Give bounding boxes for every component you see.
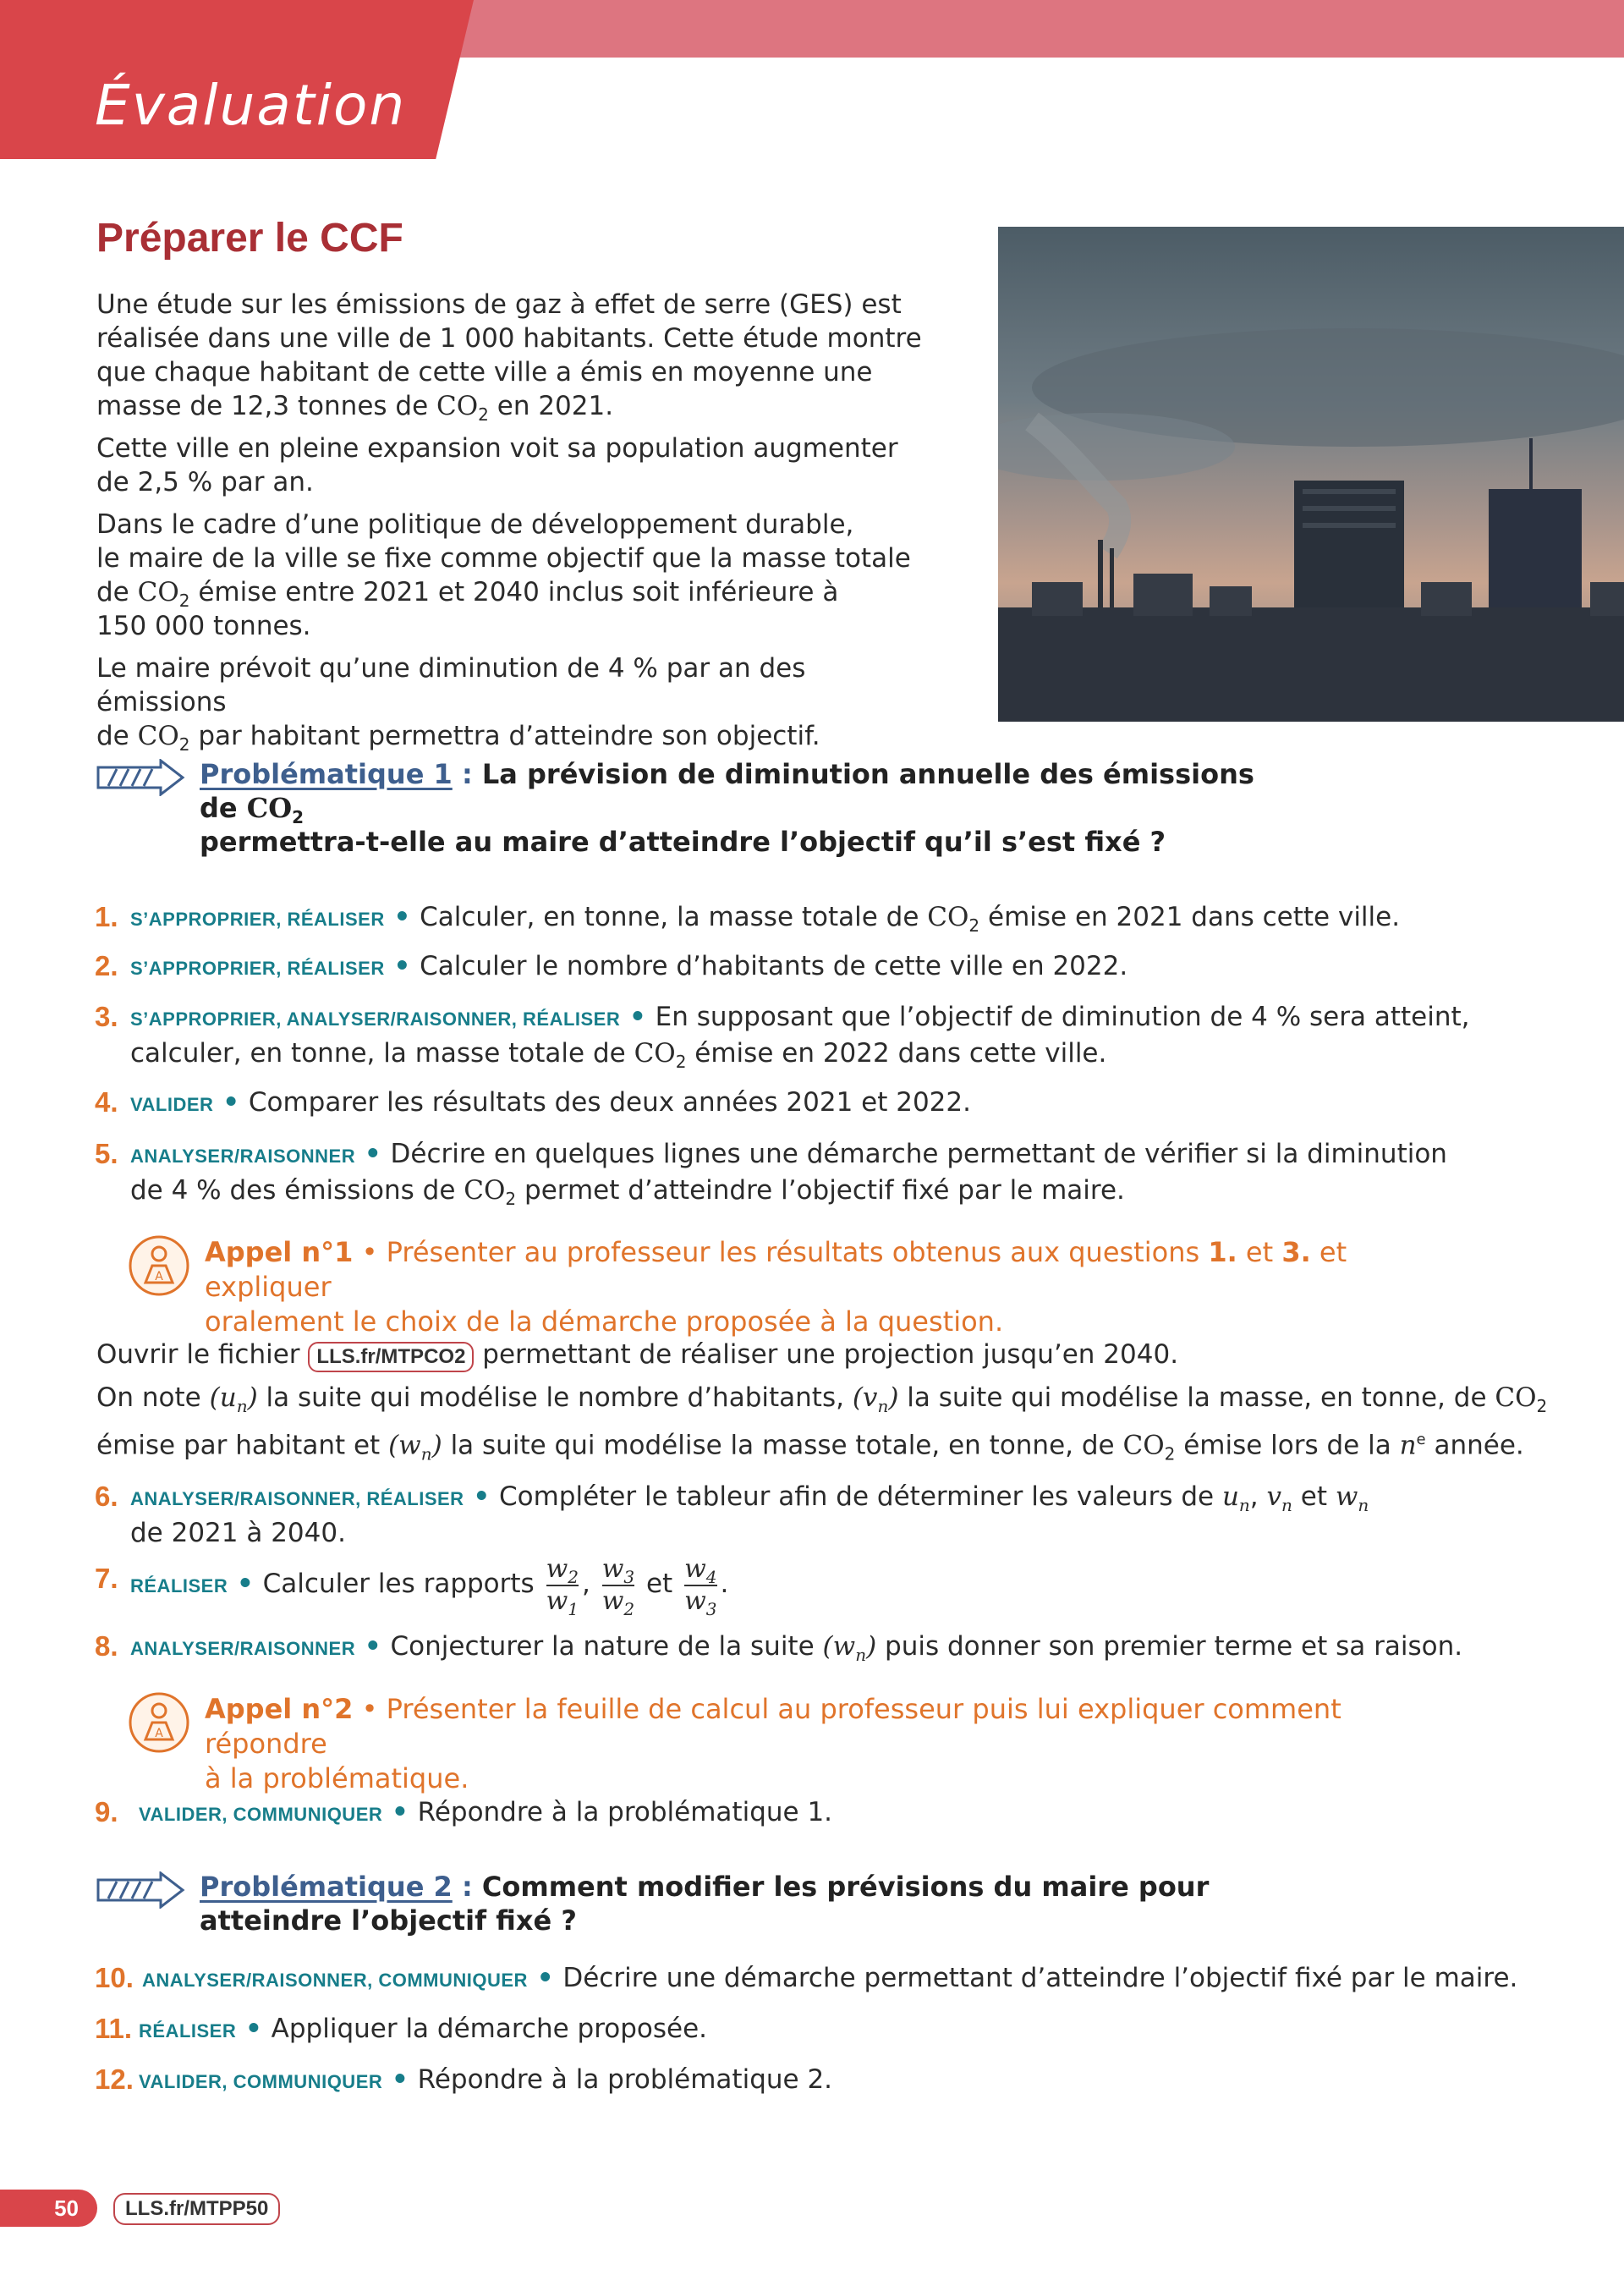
- city-smog-photo: [998, 227, 1624, 722]
- intro-paragraph-2: Cette ville en pleine expansion voit sa population augmenter de 2,5 % par an.: [96, 433, 898, 497]
- appel-1: A Appel n°1 • Présenter au professeur les résultats obtenus aux questions 1. et 3. et expliquer oralement le choix de la démarche proposée à la question.: [127, 1235, 1446, 1339]
- question-4: 4. VALIDER • Comparer les résultats des deux années 2021 et 2022.: [95, 1086, 971, 1118]
- question-10: 10. ANALYSER/RAISONNER, COMMUNIQUER • Décrire une démarche permettant d’atteindre l’objectif fixé par le maire.: [95, 1962, 1518, 1993]
- page-number: 50: [0, 2190, 97, 2227]
- intro-paragraph-1: Une étude sur les émissions de gaz à effet de serre (GES) est réalisée dans une ville de 1 000 habitants. Cette étude montre que chaque habitant de cette ville a émis en moyenne une masse de 12,3 tonnes de $CO_2$ en 2021.: [96, 289, 922, 425]
- question-6: 6. ANALYSER/RAISONNER, RÉALISER • Compléter le tableur afin de déterminer les valeurs de $u_n$, $v_n$ et $w_n$ de 2021 à 2040.: [95, 1481, 1369, 1548]
- ratio-w4-w3: $\frac{w_4}{w_3}$: [684, 1553, 717, 1619]
- striped-arrow-icon: [95, 759, 186, 796]
- appel-2: A Appel n°2 • Présenter la feuille de calcul au professeur puis lui expliquer comment répondre à la problématique.: [127, 1692, 1446, 1796]
- problematique-1-label: Problématique 1: [200, 758, 453, 790]
- ratio-w3-w2: $\frac{w_3}{w_2}$: [601, 1553, 635, 1619]
- intro-paragraph-3: Dans le cadre d’une politique de développement durable, le maire de la ville se fixe comme objectif que la masse totale de $CO_2$ émise entre 2021 et 2040 inclus soit inférieure à 150 000 tonnes.: [96, 509, 911, 641]
- professor-call-icon: [127, 1690, 191, 1755]
- ratio-w2-w1: $\frac{w_2}{w_1}$: [546, 1553, 579, 1619]
- suites-definition: On note $(u_n)$ la suite qui modélise le nombre d’habitants, $(v_n)$ la suite qui modélise la masse, en tonne, de $CO_2$ émise par habitant et $(w_n)$ la suite qui modélise la masse totale, en tonne, de $CO_2$ émise lors de la $n^e$ année.: [96, 1382, 1548, 1464]
- svg-text:A: A: [155, 1727, 163, 1740]
- question-8: 8. ANALYSER/RAISONNER • Conjecturer la nature de la suite $(w_n)$ puis donner son premier terme et sa raison.: [95, 1630, 1463, 1665]
- svg-text:A: A: [155, 1270, 163, 1283]
- problematique-2-label: Problématique 2: [200, 1871, 453, 1903]
- file-link[interactable]: LLS.fr/MTPCO2: [308, 1342, 474, 1372]
- footer-link[interactable]: LLS.fr/MTPP50: [113, 2193, 280, 2225]
- striped-arrow-icon: [95, 1871, 186, 1909]
- question-7: 7. RÉALISER • Calculer les rapports $\frac{w_2}{w_1}$ , $\frac{w_3}{w_2}$ et $\frac{w_4}{w_3}$ .: [95, 1553, 729, 1619]
- intro-text: [96, 288, 942, 761]
- page-title: Évaluation: [95, 73, 407, 138]
- file-instruction: Ouvrir le fichier LLS.fr/MTPCO2 permettant de réaliser une projection jusqu’en 2040.: [96, 1335, 1551, 1374]
- question-1: 1. S’APPROPRIER, RÉALISER • Calculer, en tonne, la masse totale de $CO_2$ émise en 2021 dans cette ville.: [95, 901, 1401, 936]
- question-12: 12. VALIDER, COMMUNIQUER • Répondre à la problématique 2.: [95, 2063, 833, 2095]
- question-5: 5. ANALYSER/RAISONNER • Décrire en quelques lignes une démarche permettant de vérifier si la diminution de 4 % des émissions de $CO_2$ permet d’atteindre l’objectif fixé par le maire.: [95, 1138, 1447, 1209]
- intro-paragraph-4: Le maire prévoit qu’une diminution de 4 % par an des émissions de $CO_2$ par habitant permettra d’atteindre son objectif.: [96, 653, 820, 755]
- question-3: 3. S’APPROPRIER, ANALYSER/RAISONNER, RÉALISER • En supposant que l’objectif de diminution de 4 % sera atteint, calculer, en tonne, la masse totale de $CO_2$ émise en 2022 dans cette ville.: [95, 1001, 1470, 1072]
- professor-call-icon: [127, 1234, 191, 1298]
- question-2: 2. S’APPROPRIER, RÉALISER • Calculer le nombre d’habitants de cette ville en 2022.: [95, 950, 1128, 981]
- section-title: Préparer le CCF: [96, 216, 403, 261]
- question-11: 11. RÉALISER • Appliquer la démarche proposée.: [95, 2013, 708, 2044]
- question-9: 9. VALIDER, COMMUNIQUER • Répondre à la problématique 1.: [95, 1796, 833, 1827]
